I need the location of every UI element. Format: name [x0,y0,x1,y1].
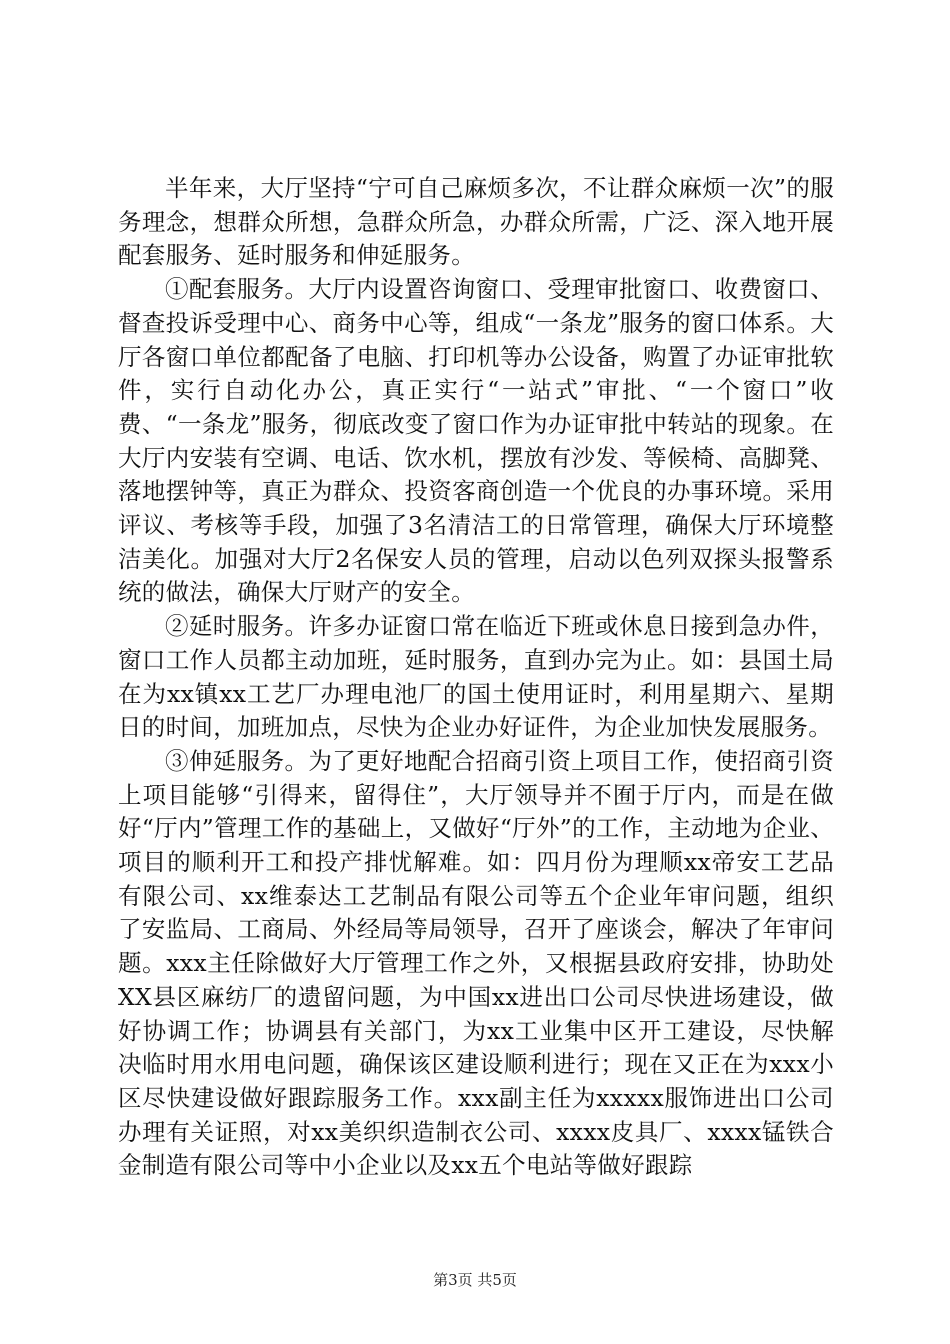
page-footer-page-number: 第3页 共5页 [433,1271,517,1289]
paragraph-intro: 半年来，大厅坚持“宁可自己麻烦多次，不让群众麻烦一次”的服务理念，想群众所想，急群众所急，办群众所需，广泛、深入地开展配套服务、延时服务和伸延服务。 [118,174,834,270]
paragraph-extended-hours-services: ②延时服务。许多办证窗口常在临近下班或休息日接到急办件，窗口工作人员都主动加班，延时服务，直到办完为止。如：县国土局在为xx镇xx工艺厂办理电池厂的国土使用证时，利用星期六、星期日的时间，加班加点，尽快为企业办好证件，为企业加快发展服务。 [118,612,834,742]
paragraph-supporting-services: ①配套服务。大厅内设置咨询窗口、受理审批窗口、收费窗口、督查投诉受理中心、商务中心等，组成“一条龙”服务的窗口体系。大厅各窗口单位都配备了电脑、打印机等办公设备，购置了办证审批软件，实行自动化办公，真正实行“一站式”审批、“一个窗口”收费、“一条龙”服务，彻底改变了窗口作为办证审批中转站的现象。在大厅内安装有空调、电话、饮水机，摆放有沙发、等候椅、高脚凳、落地摆钟等，真正为群众、投资客商创造一个优良的办事环境。采用评议、考核等手段，加强了3名清洁工的日常管理，确保大厅环境整洁美化。加强对大厅2名保安人员的管理，启动以色列双探头报警系统的做法，确保大厅财产的安全。 [118,275,834,607]
document-body [118,172,834,1183]
paragraph-outreach-services: ③伸延服务。为了更好地配合招商引资上项目工作，使招商引资上项目能够“引得来，留得住”，大厅领导并不囿于厅内，而是在做好“厅内”管理工作的基础上，又做好“厅外”的工作，主动地为企业、项目的顺利开工和投产排忧解难。如：四月份为理顺xx帝安工艺品有限公司、xx维泰达工艺制品有限公司等五个企业年审问题，组织了安监局、工商局、外经局等局领导，召开了座谈会，解决了年审问题。xxx主任除做好大厅管理工作之外，又根据县政府安排，协助处XX县区麻纺厂的遗留问题，为中国xx进出口公司尽快进场建设，做好协调工作；协调县有关部门，为xx工业集中区开工建设，尽快解决临时用水用电问题，确保该区建设顺利进行；现在又正在为xxx小区尽快建设做好跟踪服务工作。xxx副主任为xxxxx服饰进出口公司办理有关证照，对xx美织织造制衣公司、xxxx皮具厂、xxxx锰铁合金制造有限公司等中小企业以及xx五个电站等做好跟踪 [118,746,834,1180]
